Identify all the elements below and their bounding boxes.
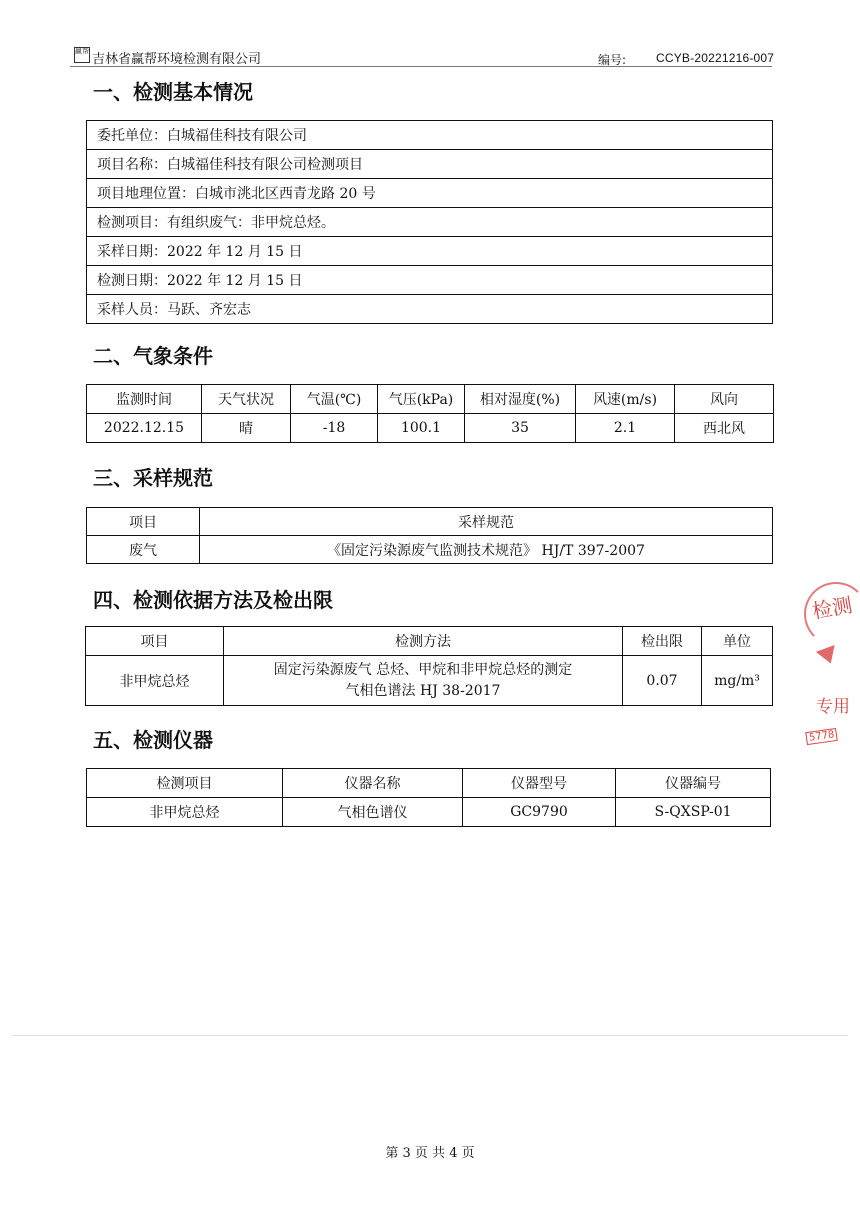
instrument-table	[86, 768, 771, 827]
weather-header: 风向	[675, 385, 774, 414]
footer-divider	[12, 1035, 848, 1036]
instrument-header: 仪器型号	[463, 769, 616, 798]
inspection-stamp	[802, 582, 855, 752]
weather-header: 监测时间	[87, 385, 202, 414]
info-test-date: 检测日期：2022 年 12 月 15 日	[87, 266, 773, 295]
weather-header: 气温(℃)	[291, 385, 378, 414]
basic-info-table	[86, 120, 773, 324]
instrument-cell: GC9790	[463, 798, 616, 827]
weather-cell: 2022.12.15	[87, 414, 202, 443]
method-limit: 0.07	[623, 656, 702, 706]
instrument-header: 仪器编号	[616, 769, 771, 798]
method-header: 检出限	[623, 627, 702, 656]
instrument-cell: 气相色谱仪	[283, 798, 463, 827]
instrument-header: 仪器名称	[283, 769, 463, 798]
report-number: CCYB-20221216-007	[656, 51, 775, 65]
instrument-header: 检测项目	[87, 769, 283, 798]
company-logo: 赢帮	[74, 47, 90, 63]
method-table	[85, 626, 773, 706]
company-name: 吉林省赢帮环境检测有限公司	[92, 52, 262, 67]
section-title-weather: 二、气象条件	[93, 344, 213, 368]
weather-cell: 晴	[202, 414, 291, 443]
section-title-sampling: 三、采样规范	[93, 466, 213, 490]
sampling-cell: 《固定污染源废气监测技术规范》 HJ/T 397-2007	[200, 536, 773, 564]
weather-cell: 100.1	[378, 414, 465, 443]
method-standard	[224, 656, 623, 706]
sampling-cell: 废气	[87, 536, 200, 564]
info-test-items: 检测项目：有组织废气：非甲烷总烃。	[87, 208, 773, 237]
header-divider	[70, 66, 772, 67]
info-location: 项目地理位置：白城市洮北区西青龙路 20 号	[87, 179, 773, 208]
report-number-label: 编号:	[598, 53, 627, 67]
stamp-mark	[816, 645, 840, 667]
weather-header: 气压(kPa)	[378, 385, 465, 414]
section-title-method: 四、检测依据方法及检出限	[93, 588, 333, 612]
stamp-text-top: 检测	[810, 592, 855, 624]
stamp-text-bottom: 专用	[816, 697, 850, 717]
info-sampling-date: 采样日期：2022 年 12 月 15 日	[87, 237, 773, 266]
weather-header: 天气状况	[202, 385, 291, 414]
sampling-header: 采样规范	[200, 508, 773, 536]
sampling-header: 项目	[87, 508, 200, 536]
section-title-instruments: 五、检测仪器	[93, 728, 213, 752]
method-header: 检测方法	[224, 627, 623, 656]
instrument-cell: S-QXSP-01	[616, 798, 771, 827]
page-number: 第 3 页 共 4 页	[385, 1146, 475, 1161]
weather-cell: -18	[291, 414, 378, 443]
stamp-code: 5778	[805, 728, 838, 745]
weather-header: 相对湿度(%)	[465, 385, 576, 414]
weather-cell: 35	[465, 414, 576, 443]
weather-header: 风速(m/s)	[576, 385, 675, 414]
method-item: 非甲烷总烃	[86, 656, 224, 706]
method-header: 项目	[86, 627, 224, 656]
method-header: 单位	[702, 627, 773, 656]
info-client: 委托单位：白城福佳科技有限公司	[87, 121, 773, 150]
info-samplers: 采样人员：马跃、齐宏志	[87, 295, 773, 324]
sampling-table	[86, 507, 773, 564]
method-unit: mg/m³	[702, 656, 773, 706]
method-line: 固定污染源废气 总烃、甲烷和非甲烷总烃的测定	[273, 661, 573, 678]
weather-cell: 西北风	[675, 414, 774, 443]
section-title-basic-info: 一、检测基本情况	[93, 80, 253, 104]
weather-table	[86, 384, 774, 443]
info-project-name: 项目名称：白城福佳科技有限公司检测项目	[87, 150, 773, 179]
method-line: 气相色谱法 HJ 38-2017	[345, 682, 501, 699]
instrument-cell: 非甲烷总烃	[87, 798, 283, 827]
weather-cell: 2.1	[576, 414, 675, 443]
